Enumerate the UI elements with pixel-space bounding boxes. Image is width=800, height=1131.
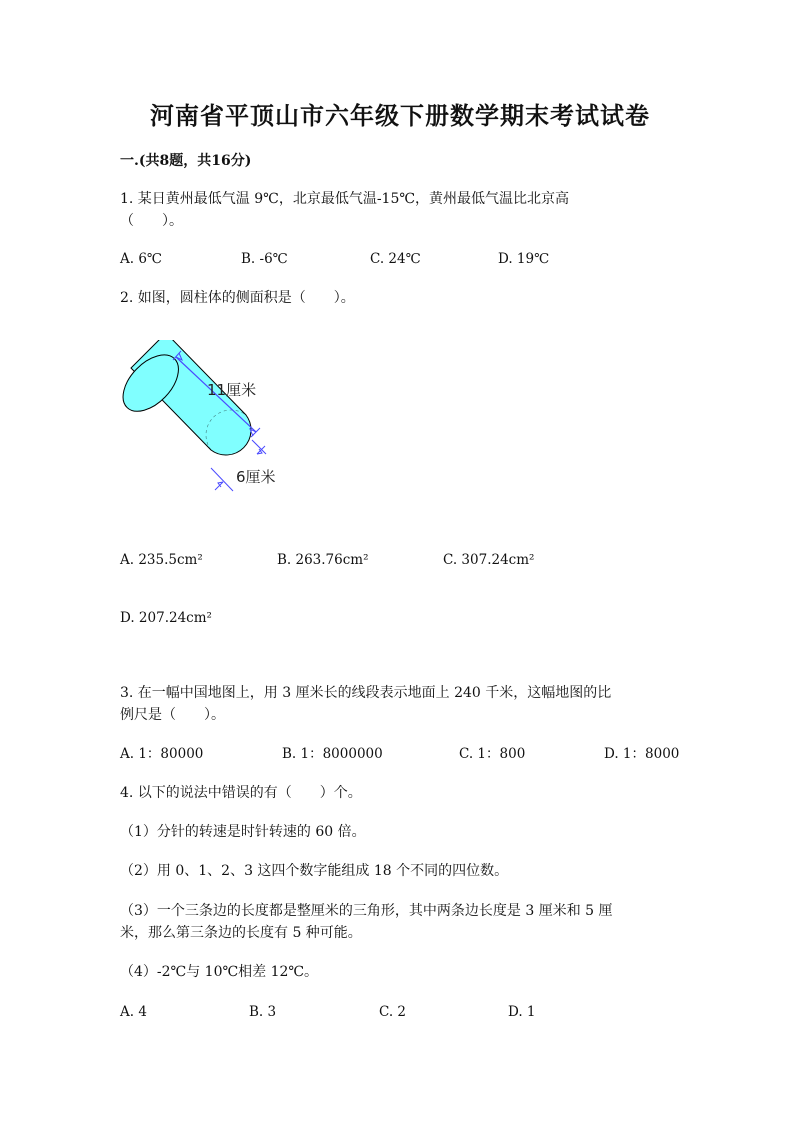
q4-statement-3-cont: 米，那么第三条边的长度有 5 种可能。 [120,925,362,941]
q2-option-c: C. 307.24cm² [443,552,535,568]
diameter-tick-left [211,468,233,491]
q2-option-b: B. 263.76cm² [277,552,369,568]
q1-option-a: A. 6℃ [120,251,163,267]
q4-statement-3: （3）一个三条边的长度都是整厘米的三角形，其中两条边长度是 3 厘米和 5 厘 [120,903,613,919]
q4-option-c: C. 2 [379,1004,407,1020]
q1-option-b: B. -6℃ [241,251,288,267]
q4-option-a: A. 4 [120,1004,147,1020]
section-heading: 一.(共8题，共16分) [120,153,252,169]
question-3-text-cont: 例尺是（ ）。 [120,707,225,723]
cylinder-figure [110,340,300,500]
q1-option-c: C. 24℃ [370,251,421,267]
q4-option-b: B. 3 [249,1004,277,1020]
question-3-text: 3. 在一幅中国地图上，用 3 厘米长的线段表示地面上 240 千米，这幅地图的比 [120,685,612,701]
diameter-label: 6厘米 [236,468,276,486]
q3-option-c: C. 1：800 [459,746,526,762]
page-title: 河南省平顶山市六年级下册数学期末考试试卷 [150,101,650,130]
q1-option-d: D. 19℃ [498,251,550,267]
q4-statement-4: （4）-2℃与 10℃相差 12℃。 [120,964,319,980]
q3-option-b: B. 1：8000000 [282,746,383,762]
q2-option-a: A. 235.5cm² [120,552,203,568]
question-4-text: 4. 以下的说法中错误的有（ ）个。 [120,785,362,801]
question-1-text: 1. 某日黄州最低气温 9℃，北京最低气温-15℃，黄州最低气温比北京高 [120,191,570,207]
question-2-text: 2. 如图，圆柱体的侧面积是（ ）。 [120,290,355,306]
q3-option-d: D. 1：8000 [604,746,680,762]
q4-statement-1: （1）分针的转速是时针转速的 60 倍。 [120,824,366,840]
q4-option-d: D. 1 [508,1004,536,1020]
q3-option-a: A. 1：80000 [120,746,204,762]
q4-statement-2: （2）用 0、1、2、3 这四个数字能组成 18 个不同的四位数。 [120,863,509,879]
question-1-text-cont: （ ）。 [120,213,183,229]
q2-option-d: D. 207.24cm² [120,610,212,626]
length-label: 11厘米 [207,381,257,399]
